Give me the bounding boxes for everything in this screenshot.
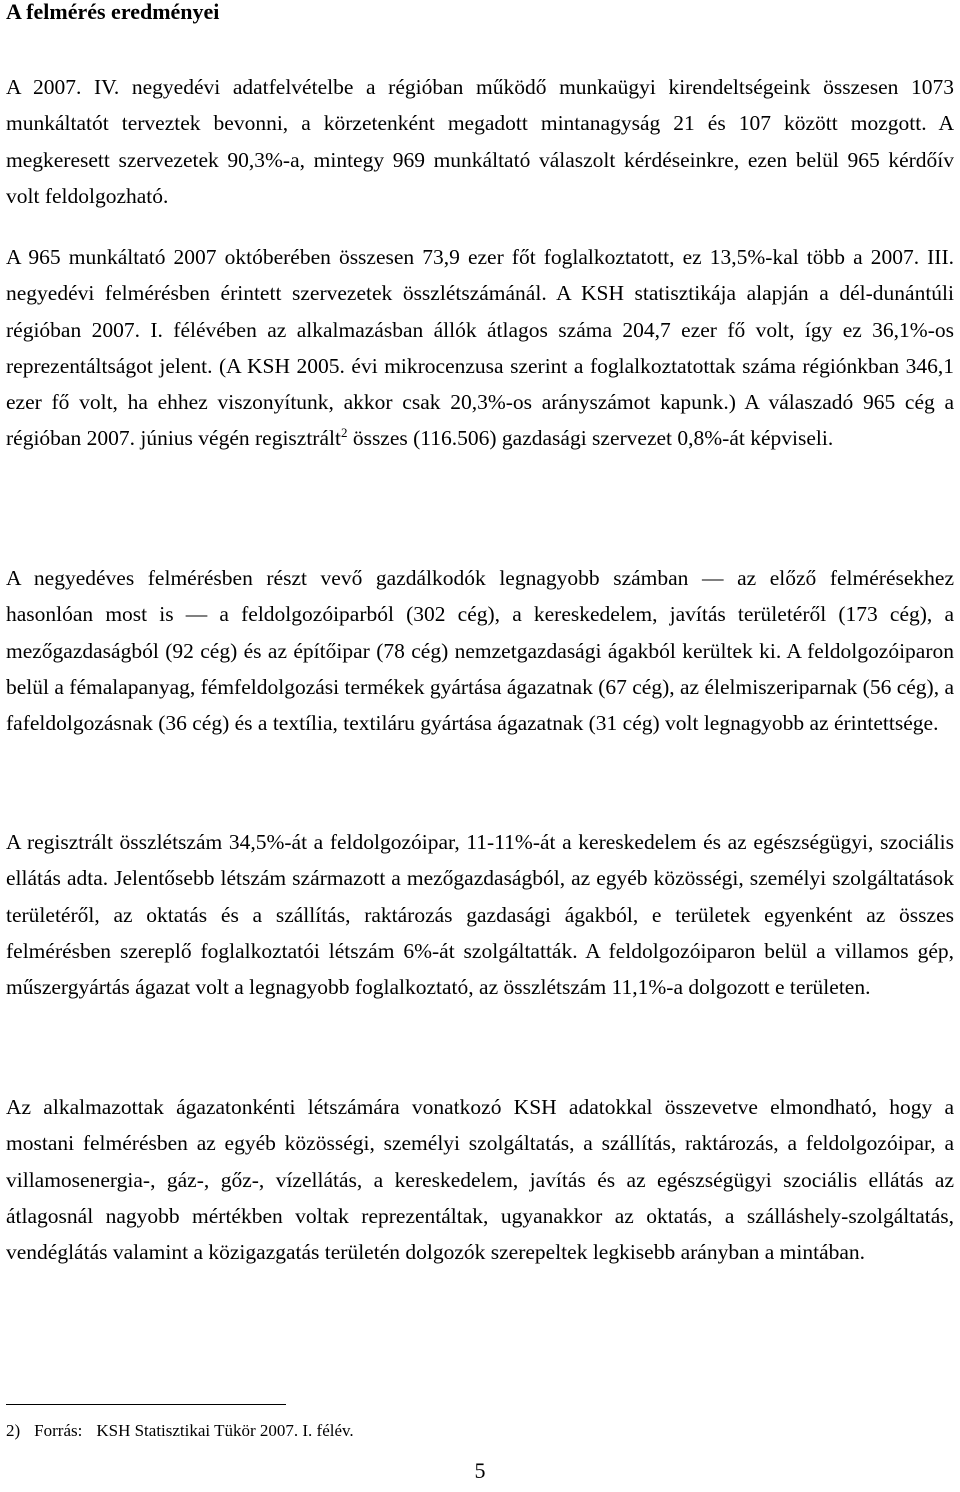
footnote-number: 2) [6,1421,21,1440]
page-number: 5 [474,1458,486,1483]
paragraph-headcount-distribution: A regisztrált összlétszám 34,5%-át a feldolgozóipar, 11-11%-át a kereskedelem és az egészségügyi, szociális ellátás adta. Jelentősebb létszám származott a mezőgazdaságból, az egyéb közösségi, személyi szolgáltatások területéről, az oktatás és a szállítás, raktározás gazdasági ágakból, e területek egyenként az összes felmérésben szereplő foglalkoztatói létszám 6%-át szolgáltatták. A feldolgozóiparon belül a villamos gép, műszergyártás ágazat volt a legnagyobb foglalkoztató, az összlétszám 11,1%-a dolgozott e területen. [6,830,954,1000]
paragraph-employment-figures [6,239,954,457]
paragraph-ksh-comparison: Az alkalmazottak ágazatonkénti létszámára vonatkozó KSH adatokkal összevetve elmondható, hogy a mostani felmérésben az egyéb közösségi, személyi szolgáltatás, a szállítás, raktározás, a feldolgozóipar, a villamosenergia-, gáz-, gőz-, vízellátás, a kereskedelem, javítás és az egészségügyi szociális ellátás az átlagosnál nagyobb mértékben voltak reprezentáltak, ugyanakkor az oktatás, a szálláshely-szolgáltatás, vendéglátás valamint a közigazgatás területén dolgozók szerepeltek legkisebb arányban a mintában. [6,1095,954,1265]
paragraph-survey-scope: A 2007. IV. negyedévi adatfelvételbe a régióban működő munkaügyi kirendeltségeink összesen 1073 munkáltatót terveztek bevonni, a körzetenként megadott mintanagyság 21 és 107 között mozgott. A megkeresett szervezetek 90,3%-a, mintegy 969 munkáltató válaszolt kérdéseinkre, ezen belül 965 kérdőív volt feldolgozható. [6,75,954,208]
paragraph-text: A 965 munkáltató 2007 októberében összesen 73,9 ezer főt foglalkoztatott, ez 13,5%-kal több a 2007. III. negyedévi felmérésben érintett szervezetek összlétszámánál. A KSH statisztikája alapján a dél-dunántúli régióban 2007. I. félévében az alkalmazásban állók átlagos száma 204,7 ezer fő volt, így ez 36,1%-os reprezentáltságot jelent. (A KSH 2005. évi mikrocenzusa szerint a foglalkoztatottak száma régiónkban 346,1 ezer fő volt, ha ehhez viszonyítunk, akkor csak 20,3%-os arányszámot kapunk.) A válaszadó 965 cég a régióban 2007. június végén regisztrált [6,245,954,451]
footnote-text: KSH Statisztikai Tükör 2007. I. félév. [96,1421,354,1440]
footnote-separator [6,1404,286,1405]
paragraph-sector-breakdown: A negyedéves felmérésben részt vevő gazdálkodók legnagyobb számban — az előző felmérésekhez hasonlóan most is — a feldolgozóiparból (302 cég), a kereskedelem, javítás területéről (173 cég), a mezőgazdaságból (92 cég) és az építőipar (78 cég) nemzetgazdasági ágakból kerültek ki. A feldolgozóiparon belül a fémalapanyag, fémfeldolgozási termékek gyártása ágazatnak (67 cég), az élelmiszeriparnak (56 cég), a fafeldolgozásnak (36 cég) és a textília, textiláru gyártása ágazatnak (31 cég) volt legnagyobb az érintettsége. [6,566,954,736]
footnote [6,1419,354,1443]
paragraph-text-continued: összes (116.506) gazdasági szervezet 0,8%-át képviseli. [347,426,834,451]
section-heading: A felmérés eredményei [6,0,220,24]
footnote-reference: 2 [340,425,348,441]
footnote-label: Forrás: [34,1421,83,1440]
